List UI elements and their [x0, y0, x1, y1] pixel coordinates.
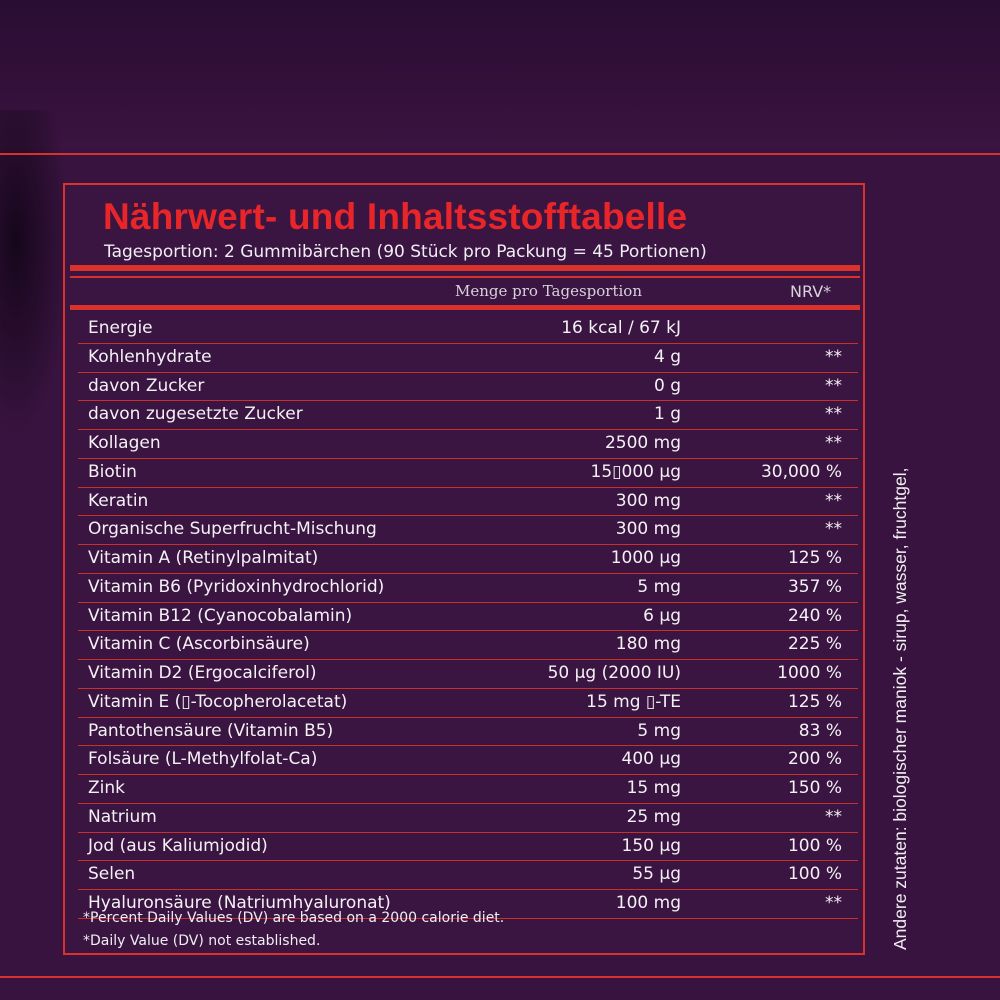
nutrient-nrv: 125 % [787, 691, 842, 712]
nutrient-nrv: 225 % [787, 634, 842, 655]
nutrient-nrv: ** [825, 519, 842, 540]
nutrient-name: davon Zucker [88, 375, 205, 396]
bottom-divider-line [0, 976, 1000, 978]
nutrient-nrv: 1000 % [777, 663, 842, 683]
table-row [78, 344, 858, 373]
nutrient-amount: 400 μg [621, 749, 681, 770]
nutrient-nrv: ** [825, 806, 842, 827]
table-row [78, 545, 858, 574]
nutrient-name: Jod (aus Kaliumjodid) [88, 835, 268, 856]
nutrient-amount: 5 mg [637, 720, 681, 741]
nutrient-name: Kohlenhydrate [88, 346, 212, 367]
nutrient-name: Kollagen [88, 433, 161, 453]
table-row [78, 315, 858, 344]
nutrient-amount: 5 mg [637, 576, 681, 597]
nutrient-nrv: 240 % [787, 605, 842, 626]
nutrient-nrv: 357 % [787, 576, 842, 597]
nutrient-nrv: 150 % [787, 778, 842, 798]
nutrient-nrv: ** [825, 893, 842, 913]
table-row [78, 516, 858, 545]
nutrient-nrv: 100 % [787, 835, 842, 856]
column-header-nrv: NRV* [790, 282, 832, 301]
nutrient-amount: 55 μg [632, 864, 681, 885]
nutrient-name: Vitamin E (▯-Tocopherolacetat) [88, 691, 348, 712]
table-row [78, 804, 858, 833]
nutrient-name: Organische Superfrucht-Mischung [88, 519, 377, 540]
nutrient-name: Folsäure (L-Methylfolat-Ca) [88, 749, 318, 770]
serving-info: Tagesportion: 2 Gummibärchen (90 Stück pro Packung = 45 Portionen) [104, 242, 707, 262]
nutrient-amount: 300 mg [615, 490, 681, 511]
table-row [78, 430, 858, 459]
nutrient-amount: 15 mg ▯-TE [586, 691, 681, 712]
nutrient-amount: 6 μg [643, 605, 681, 626]
nutrient-nrv: ** [825, 375, 842, 396]
nutrient-nrv: 30,000 % [760, 461, 842, 482]
nutrient-amount: 100 mg [615, 893, 681, 913]
table-row [78, 746, 858, 775]
nutrient-amount: 1 g [653, 404, 681, 425]
nutrient-name: Vitamin C (Ascorbinsäure) [88, 634, 310, 655]
table-row [78, 775, 858, 804]
footnote-dv-not-established: *Daily Value (DV) not established. [83, 933, 321, 949]
table-row [78, 631, 858, 660]
nutrient-nrv: ** [825, 433, 842, 453]
nutrient-nrv: 125 % [787, 548, 842, 568]
table-row [78, 574, 858, 603]
nutrient-name: Vitamin B12 (Cyanocobalamin) [88, 605, 353, 626]
background-shadow [0, 110, 70, 440]
nutrient-name: Vitamin B6 (Pyridoxinhydrochlorid) [88, 576, 385, 597]
nutrient-name: Natrium [88, 806, 157, 827]
nutrient-amount: 2500 mg [604, 433, 681, 453]
table-row [78, 861, 858, 890]
table-row [78, 603, 858, 632]
nutrient-amount: 180 mg [615, 634, 681, 655]
nutrient-nrv: 100 % [787, 864, 842, 885]
table-row [78, 401, 858, 430]
top-background [0, 0, 1000, 150]
nutrient-amount: 150 μg [621, 835, 681, 856]
nutrient-nrv: 200 % [787, 749, 842, 770]
table-row [78, 459, 858, 488]
nutrient-nrv: 83 % [798, 720, 842, 741]
nutrient-name: Energie [88, 318, 153, 338]
nutrient-amount: 300 mg [615, 519, 681, 540]
nutrient-name: Pantothensäure (Vitamin B5) [88, 720, 334, 741]
nutrient-name: Selen [88, 864, 136, 885]
nutrient-amount: 25 mg [626, 806, 681, 827]
nutrient-nrv: ** [825, 490, 842, 511]
nutrient-rows [78, 315, 858, 919]
table-row [78, 718, 858, 747]
table-title: Nährwert- und Inhaltsstofftabelle [103, 196, 688, 237]
nutrient-nrv: ** [825, 404, 842, 425]
table-row [78, 660, 858, 689]
nutrient-name: Hyaluronsäure (Natriumhyaluronat) [88, 893, 391, 913]
column-header-amount: Menge pro Tagesportion [455, 282, 642, 300]
column-header-rule [70, 305, 860, 310]
table-row [78, 833, 858, 862]
nutrient-amount: 1000 μg [610, 548, 681, 568]
header-rule-thin [70, 276, 860, 278]
footnote-dv-basis: *Percent Daily Values (DV) are based on a 2000 calorie diet. [83, 910, 505, 926]
nutrient-nrv: ** [825, 346, 842, 367]
nutrient-amount: 4 g [653, 346, 681, 367]
nutrient-name: Biotin [88, 461, 137, 482]
nutrient-amount: 15 mg [626, 778, 681, 798]
nutrient-amount: 15▯000 μg [590, 461, 681, 482]
ingredients-side-text: Andere zutaten: biologischer maniok - sirup, wasser, fruchtgel, [890, 467, 910, 950]
top-divider-line [0, 153, 1000, 155]
nutrient-name: Keratin [88, 490, 149, 511]
nutrient-name: Zink [88, 778, 125, 798]
table-row [78, 488, 858, 517]
nutrient-name: Vitamin D2 (Ergocalciferol) [88, 663, 317, 683]
nutrient-name: Vitamin A (Retinylpalmitat) [88, 548, 319, 568]
nutrient-amount: 0 g [653, 375, 681, 396]
nutrient-amount: 50 μg (2000 IU) [547, 663, 681, 683]
header-rule-thick [70, 265, 860, 271]
nutrient-name: davon zugesetzte Zucker [88, 404, 303, 425]
table-row [78, 689, 858, 718]
table-row [78, 373, 858, 402]
nutrient-amount: 16 kcal / 67 kJ [561, 318, 681, 338]
